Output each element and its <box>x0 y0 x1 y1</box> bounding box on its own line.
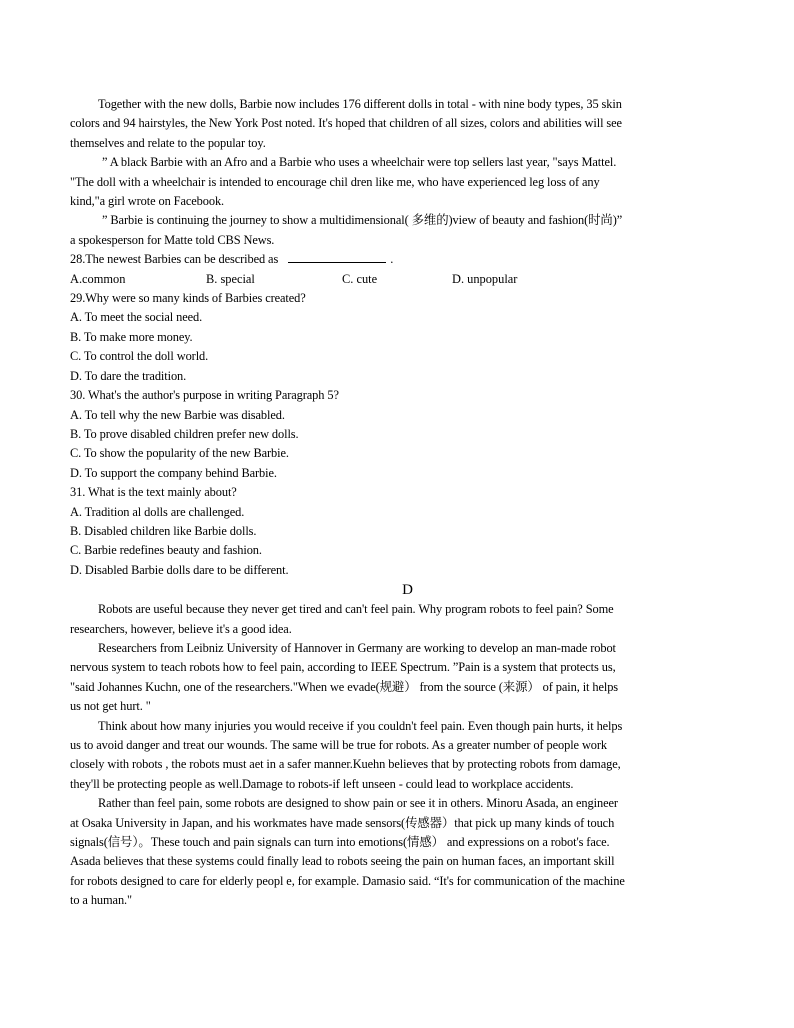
answer-blank <box>288 251 386 263</box>
option-row <box>70 270 725 289</box>
option-b: B. To make more money. <box>70 329 193 344</box>
option-d: D. unpopular <box>452 271 518 286</box>
text-line: "said Johannes Kuchn, one of the researchers."When we evade(规避） from the source (来源） of pain, it helps <box>70 679 619 694</box>
option-c: C. To show the popularity of the new Barbie. <box>70 446 289 461</box>
text-line: researchers, however, believe it's a good idea. <box>70 621 292 636</box>
question-stem: 31. What is the text mainly about? <box>70 485 237 500</box>
passage-d-paragraph-1 <box>70 600 725 639</box>
text-line: signals(信号）。These touch and pain signals can turn into emotions(情感） and expressions on a robot's face. <box>70 835 610 850</box>
text-line: themselves and relate to the popular toy. <box>70 135 266 150</box>
question-31 <box>70 483 725 580</box>
text-line: ” A black Barbie with an Afro and a Barbie who uses a wheelchair were top sellers last year, "says Mattel. <box>102 155 617 170</box>
question-29 <box>70 289 725 386</box>
question-30 <box>70 386 725 483</box>
text-line: Asada believes that these systems could finally lead to robots seeing the pain on human faces, an important skill <box>70 854 615 869</box>
text-line: us not get hurt. " <box>70 699 151 714</box>
text-line: Robots are useful because they never get tired and can't feel pain. Why program robots to feel pain? Some <box>98 602 614 617</box>
text-line: Rather than feel pain, some robots are designed to show pain or see it in others. Minoru Asada, an engineer <box>98 796 618 811</box>
passage-d-paragraph-4 <box>70 794 725 910</box>
option-a: A.common <box>70 271 126 286</box>
option-b: B. special <box>206 271 255 286</box>
text-line: for robots designed to care for elderly peopl e, for example. Damasio said. “It's for communication of the machine <box>70 873 625 888</box>
question-28 <box>70 250 725 289</box>
question-stem <box>70 250 725 269</box>
question-stem: 29.Why were so many kinds of Barbies created? <box>70 291 306 306</box>
text-line: Researchers from Leibniz University of Hannover in Germany are working to develop an man-made robot <box>98 640 616 655</box>
question-stem-end: . <box>390 252 394 267</box>
text-line: colors and 94 hairstyles, the New York Post noted. It's hoped that children of all sizes, colors and abilities will see <box>70 116 622 131</box>
section-heading: D <box>402 582 413 599</box>
option-a: A. To tell why the new Barbie was disabled. <box>70 407 285 422</box>
text-line: Think about how many injuries you would receive if you couldn't feel pain. Even though pain hurts, it helps <box>98 718 623 733</box>
option-c: C. Barbie redefines beauty and fashion. <box>70 543 262 558</box>
option-c: C. cute <box>342 271 378 286</box>
option-d: D. To dare the tradition. <box>70 368 187 383</box>
text-line: to a human." <box>70 893 133 908</box>
option-d: D. Disabled Barbie dolls dare to be different. <box>70 562 289 577</box>
text-line: Together with the new dolls, Barbie now includes 176 different dolls in total - with nine body types, 35 skin <box>98 97 622 111</box>
text-line: at Osaka University in Japan, and his workmates have made sensors(传感器）that pick up many kinds of touch <box>70 815 615 830</box>
text-line: nervous system to teach robots how to feel pain, according to IEEE Spectrum. ”Pain is a system that protects us, <box>70 660 616 675</box>
passage-d-paragraph-3 <box>70 717 725 795</box>
option-a: A. Tradition al dolls are challenged. <box>70 504 245 519</box>
option-b: B. Disabled children like Barbie dolls. <box>70 523 257 538</box>
question-stem: 30. What's the author's purpose in writing Paragraph 5? <box>70 388 339 403</box>
option-d: D. To support the company behind Barbie. <box>70 465 277 480</box>
option-a: A. To meet the social need. <box>70 310 203 325</box>
text-line: "The doll with a wheelchair is intended to encourage chil dren like me, who have experienced leg loss of any <box>70 174 600 189</box>
text-line: a spokesperson for Matte told CBS News. <box>70 232 275 247</box>
option-b: B. To prove disabled children prefer new dolls. <box>70 426 299 441</box>
passage-c-paragraph-2 <box>70 153 725 211</box>
text-line: they'll be protecting people as well.Damage to robots-if left unseen - could lead to workplace accidents. <box>70 776 574 791</box>
option-c: C. To control the doll world. <box>70 349 209 364</box>
document-page <box>70 95 725 911</box>
text-line: kind,"a girl wrote on Facebook. <box>70 194 225 209</box>
passage-c-paragraph-3 <box>70 211 725 250</box>
text-line: ” Barbie is continuing the journey to show a multidimensional( 多维的)view of beauty and fashion(时尚)” <box>102 213 623 228</box>
passage-d-paragraph-2 <box>70 639 725 717</box>
question-stem-text: 28.The newest Barbies can be described as <box>70 252 279 267</box>
passage-c-paragraph-1 <box>70 95 725 153</box>
text-line: closely with robots , the robots must aet in a safer manner.Kuehn believes that by protecting robots from damage, <box>70 757 621 772</box>
text-line: us to avoid danger and treat our wounds. The same will be true for robots. As a greater number of people work <box>70 738 608 752</box>
